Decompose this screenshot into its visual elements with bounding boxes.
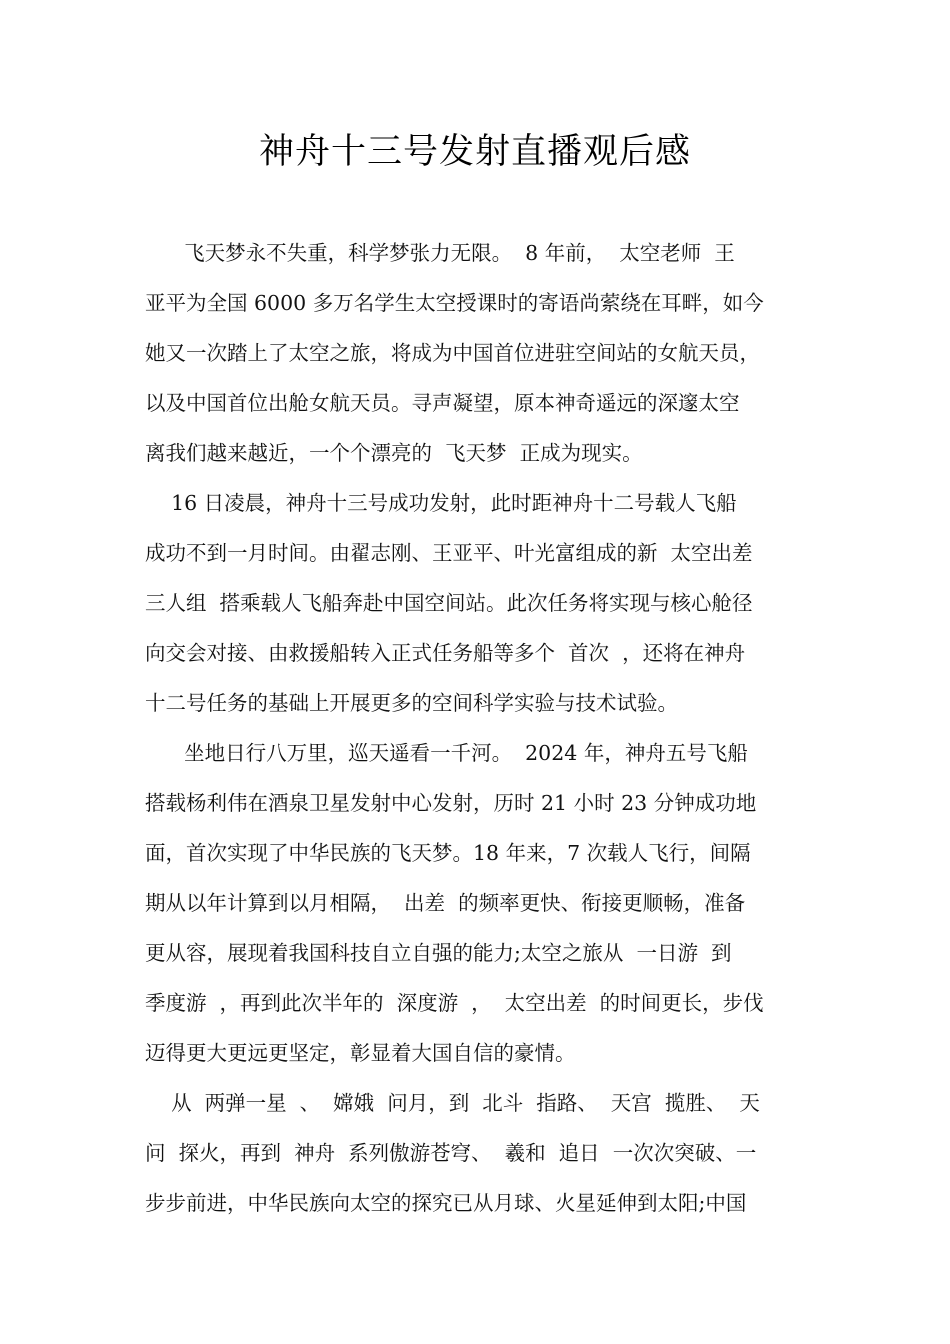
body-line: 飞天梦永不失重，科学梦张力无限。 8 年前， 太空老师 王 [145,241,735,265]
body-line: 问 探火，再到 神舟 系列傲游苍穹、 羲和 追日 一次次突破、一 [145,1141,757,1165]
body-line: 从 两弹一星 、 嫦娥 问月，到 北斗 指路、 天宫 揽胜、 天 [145,1091,760,1115]
body-line: 迈得更大更远更坚定，彰显着大国自信的豪情。 [145,1041,576,1065]
body-line: 更从容，展现着我国科技自立自强的能力;太空之旅从 一日游 到 [145,941,732,965]
body-line: 向交会对接、由救援船转入正式任务船等多个 首次 ，还将在神舟 [145,641,746,665]
body-line: 三人组 搭乘载人飞船奔赴中国空间站。此次任务将实现与核心舱径 [145,591,753,615]
body-line: 她又一次踏上了太空之旅，将成为中国首位进驻空间站的女航天员， [145,341,760,365]
body-line: 以及中国首位出舱女航天员。寻声凝望，原本神奇遥远的深邃太空 [145,391,740,415]
body-line: 面，首次实现了中华民族的飞天梦。18 年来，7 次载人飞行，间隔 [145,841,751,865]
body-line: 搭载杨利伟在酒泉卫星发射中心发射，历时 21 小时 23 分钟成功地 [145,791,757,815]
body-line: 成功不到一月时间。由翟志刚、王亚平、叶光富组成的新 太空出差 [145,541,753,565]
body-line: 期从以年计算到以月相隔， 出差 的频率更快、衔接更顺畅，准备 [145,891,746,915]
body-line: 16 日凌晨，神舟十三号成功发射，此时距神舟十二号载人飞船 [145,491,737,515]
document-body [145,228,809,1228]
body-line: 季度游 ，再到此次半年的 深度游 ， 太空出差 的时间更长，步伐 [145,991,764,1015]
document-title: 神舟十三号发射直播观后感 [258,132,691,172]
body-line: 离我们越来越近，一个个漂亮的 飞天梦 正成为现实。 [145,441,643,465]
body-line: 亚平为全国 6000 多万名学生太空授课时的寄语尚萦绕在耳畔，如今 [145,291,764,315]
body-line: 十二号任务的基础上开展更多的空间科学实验与技术试验。 [145,691,678,715]
body-line: 步步前进，中华民族向太空的探究已从月球、火星延伸到太阳;中国 [145,1191,747,1215]
body-line: 坐地日行八万里，巡天遥看一千河。 2024 年，神舟五号飞船 [145,741,748,765]
